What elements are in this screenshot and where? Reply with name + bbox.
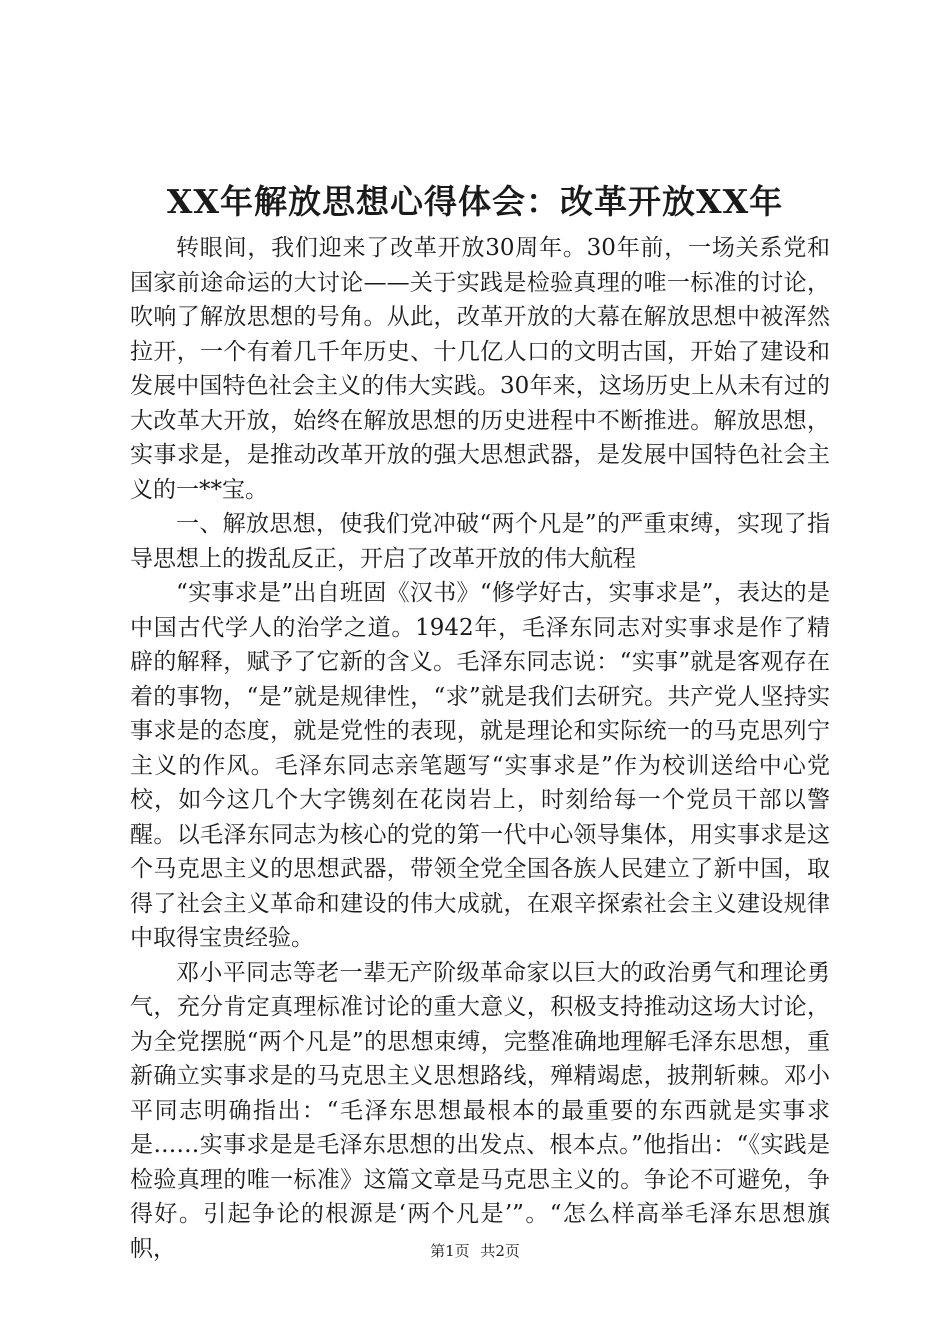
page-total: 共2页 (480, 1242, 520, 1260)
document-title: XX年解放思想心得体会：改革开放XX年 (166, 182, 784, 221)
paragraph: 一、解放思想，使我们党冲破“两个凡是”的严重束缚，实现了指导思想上的拨乱反正，开启了改革开放的伟大航程 (130, 511, 830, 572)
paragraph: 转眼间，我们迎来了改革开放30周年。30年前，一场关系党和国家前途命运的大讨论——关于实践是检验真理的唯一标准的讨论，吹响了解放思想的号角。从此，改革开放的大幕在解放思想中被浑然拉开，一个有着几千年历史、十几亿人口的文明古国，开始了建设和发展中国特色社会主义的伟大实践。30年来，这场历史上从未有过的大改革大开放，始终在解放思想的历史进程中不断推进。解放思想，实事求是，是推动改革开放的强大思想武器，是发展中国特色社会主义的一**宝。 (130, 235, 830, 503)
page-number: 第1页 (430, 1242, 470, 1260)
page-footer (0, 1241, 950, 1261)
paragraph: “实事求是”出自班固《汉书》“修学好古，实事求是”，表达的是中国古代学人的治学之道。1942年，毛泽东同志对实事求是作了精辟的解释，赋予了它新的含义。毛泽东同志说：“实事”就是客观存在着的事物，“是”就是规律性，“求”就是我们去研究。共产党人坚持实事求是的态度，就是党性的表现，就是理论和实际统一的马克思列宁主义的作风。毛泽东同志亲笔题写“实事求是”作为校训送给中心党校，如今这几个大字镌刻在花岗岩上，时刻给每一个党员干部以警醒。以毛泽东同志为核心的党的第一代中心领导集体，用实事求是这个马克思主义的思想武器，带领全党全国各族人民建立了新中国，取得了社会主义革命和建设的伟大成就，在艰辛探索社会主义建设规律中取得宝贵经验。 (130, 580, 830, 951)
document-body (130, 231, 830, 1266)
paragraph: 邓小平同志等老一辈无产阶级革命家以巨大的政治勇气和理论勇气，充分肯定真理标准讨论的重大意义，积极支持推动这场大讨论，为全党摆脱“两个凡是”的思想束缚，完整准确地理解毛泽东思想，重新确立实事求是的马克思主义思想路线，殚精竭虑，披荆斩棘。邓小平同志明确指出：“毛泽东思想最根本的最重要的东西就是实事求是……实事求是是毛泽东思想的出发点、根本点。”他指出：“《实践是检验真理的唯一标准》这篇文章是马克思主义的。争论不可避免，争得好。引起争论的根源是‘两个凡是’”。“怎么样高举毛泽东思想旗帜， (130, 959, 830, 1262)
